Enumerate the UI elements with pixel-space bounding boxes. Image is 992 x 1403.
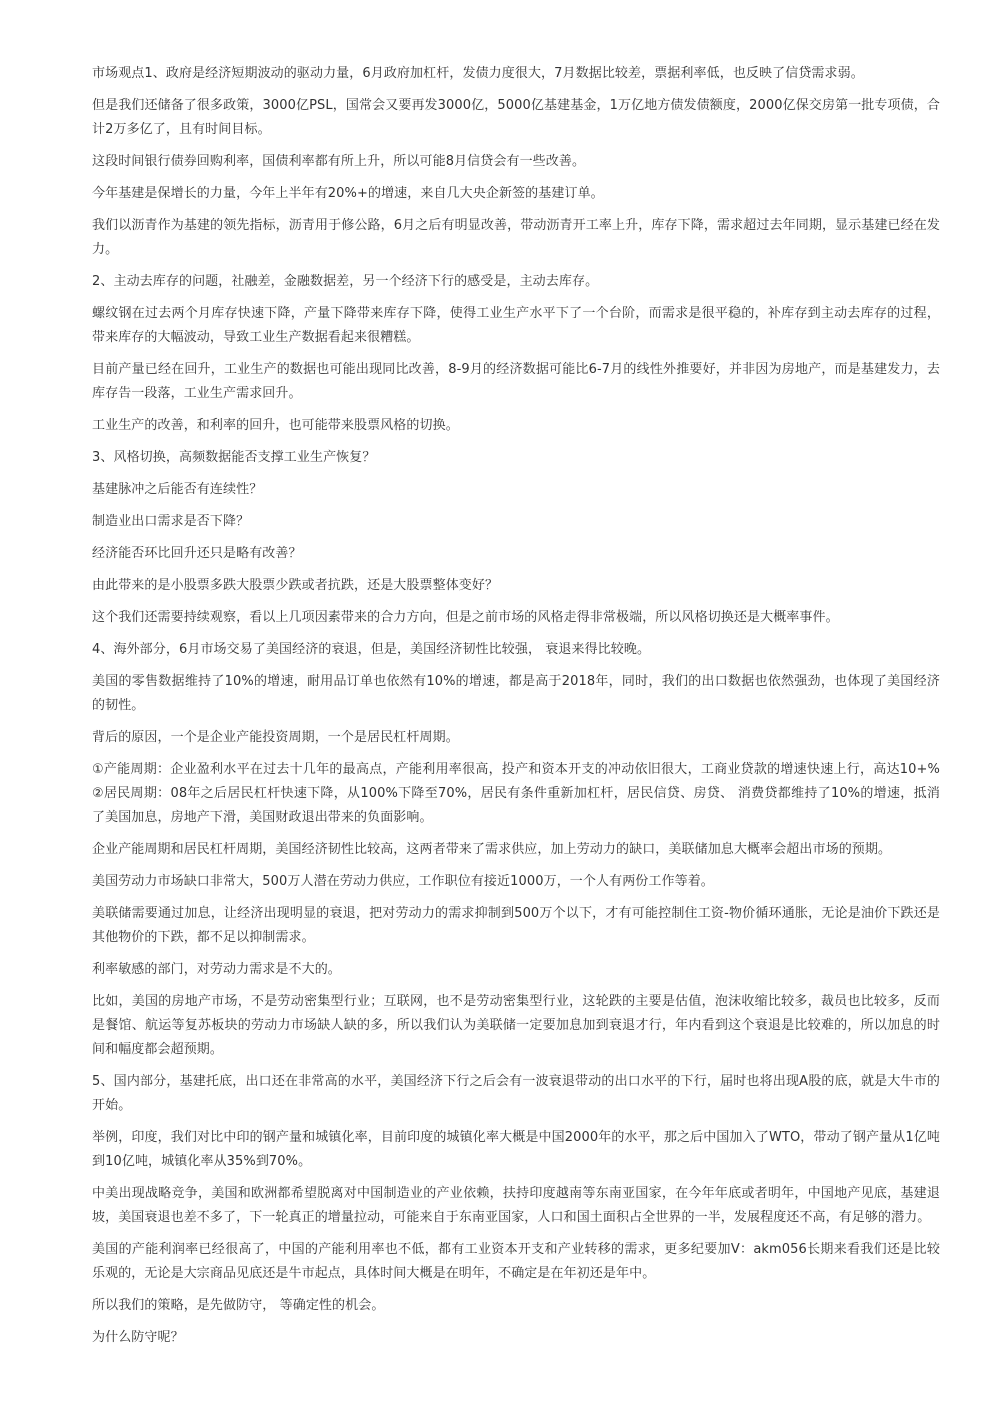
paragraph: 背后的原因，一个是企业产能投资周期，一个是居民杠杆周期。 [92, 730, 459, 745]
paragraph: 美国的产能利润率已经很高了，中国的产能利用率也不低，都有工业资本开支和产业转移的需求，更多纪要加V：akm056长期来看我们还是比较乐观的，无论是大宗商品见底还是牛市起点，具体时间大概是在明年，不确定是在年初还是年中。 [92, 1242, 940, 1281]
paragraph: 5、国内部分，基建托底，出口还在非常高的水平，美国经济下行之后会有一波衰退带动的出口水平的下行，届时也将出现A股的底，就是大牛市的开始。 [92, 1074, 940, 1113]
paragraph: 利率敏感的部门，对劳动力需求是不大的。 [92, 962, 341, 977]
paragraph: 企业产能周期和居民杠杆周期，美国经济韧性比较高，这两者带来了需求供应，加上劳动力的缺口，美联储加息大概率会超出市场的预期。 [92, 842, 892, 857]
paragraph: 螺纹钢在过去两个月库存快速下降，产量下降带来库存下降，使得工业生产水平下了一个台阶，而需求是很平稳的，补库存到主动去库存的过程，带来库存的大幅波动，导致工业生产数据看起来很糟糕。 [92, 306, 940, 345]
paragraph: 今年基建是保增长的力量，今年上半年有20%+的增速，来自几大央企新签的基建订单。 [92, 186, 604, 201]
paragraph: 工业生产的改善，和利率的回升，也可能带来股票风格的切换。 [92, 418, 459, 433]
document-body [92, 62, 940, 1358]
paragraph: 举例，印度，我们对比中印的钢产量和城镇化率，目前印度的城镇化率大概是中国2000年的水平，那之后中国加入了WTO，带动了钢产量从1亿吨到10亿吨，城镇化率从35%到70%。 [92, 1130, 940, 1169]
paragraph: 比如，美国的房地产市场，不是劳动密集型行业；互联网，也不是劳动密集型行业，这轮跌的主要是估值，泡沫收缩比较多，裁员也比较多，反而是餐馆、航运等复苏板块的劳动力市场缺人缺的多，所以我们认为美联储一定要加息加到衰退才行，年内看到这个衰退是比较难的，所以加息的时间和幅度都会超预期。 [92, 994, 940, 1057]
paragraph: 由此带来的是小股票多跌大股票少跌或者抗跌，还是大股票整体变好？ [92, 578, 499, 593]
paragraph: 制造业出口需求是否下降？ [92, 514, 250, 529]
paragraph: 美联储需要通过加息，让经济出现明显的衰退，把对劳动力的需求抑制到500万个以下，才有可能控制住工资-物价循环通胀，无论是油价下跌还是其他物价的下跌，都不足以抑制需求。 [92, 906, 940, 945]
paragraph: 2、主动去库存的问题，社融差，金融数据差，另一个经济下行的感受是，主动去库存。 [92, 274, 599, 289]
paragraph: 这个我们还需要持续观察，看以上几项因素带来的合力方向，但是之前市场的风格走得非常极端，所以风格切换还是大概率事件。 [92, 610, 839, 625]
paragraph: 美国的零售数据维持了10%的增速，耐用品订单也依然有10%的增速，都是高于2018年，同时，我们的出口数据也依然强劲，也体现了美国经济的韧性。 [92, 674, 940, 713]
paragraph: 所以我们的策略，是先做防守， 等确定性的机会。 [92, 1298, 385, 1313]
paragraph: 4、海外部分，6月市场交易了美国经济的衰退，但是，美国经济韧性比较强， 衰退来得比较晚。 [92, 642, 651, 657]
paragraph: 中美出现战略竞争，美国和欧洲都希望脱离对中国制造业的产业依赖，扶持印度越南等东南亚国家，在今年年底或者明年，中国地产见底，基建退坡，美国衰退也差不多了，下一轮真正的增量拉动，可能来自于东南亚国家，人口和国土面积占全世界的一半，发展程度还不高，有足够的潜力。 [92, 1186, 940, 1225]
paragraph: ①产能周期：企业盈利水平在过去十几年的最高点，产能利用率很高，投产和资本开支的冲动依旧很大，工商业贷款的增速快速上行，高达10+%②居民周期：08年之后居民杠杆快速下降，从100%下降至70%，居民有条件重新加杠杆，居民信贷、房贷、 消费贷都维持了10%的增速，抵消了美国加息，房地产下滑，美国财政退出带来的负面影响。 [92, 762, 940, 825]
paragraph: 但是我们还储备了很多政策，3000亿PSL，国常会又要再发3000亿，5000亿基建基金，1万亿地方债发债额度，2000亿保交房第一批专项债，合计2万多亿了，且有时间目标。 [92, 98, 940, 137]
paragraph: 为什么防守呢？ [92, 1330, 184, 1345]
paragraph: 美国劳动力市场缺口非常大，500万人潜在劳动力供应，工作职位有接近1000万，一个人有两份工作等着。 [92, 874, 714, 889]
paragraph: 我们以沥青作为基建的领先指标，沥青用于修公路，6月之后有明显改善，带动沥青开工率上升，库存下降，需求超过去年同期，显示基建已经在发力。 [92, 218, 940, 257]
paragraph: 目前产量已经在回升，工业生产的数据也可能出现同比改善，8-9月的经济数据可能比6-7月的线性外推要好，并非因为房地产，而是基建发力，去库存告一段落，工业生产需求回升。 [92, 362, 940, 401]
paragraph: 市场观点1、政府是经济短期波动的驱动力量，6月政府加杠杆，发债力度很大，7月数据比较差，票据利率低，也反映了信贷需求弱。 [92, 66, 864, 81]
paragraph: 3、风格切换，高频数据能否支撑工业生产恢复？ [92, 450, 376, 465]
paragraph: 基建脉冲之后能否有连续性？ [92, 482, 263, 497]
paragraph: 这段时间银行债券回购利率，国债利率都有所上升，所以可能8月信贷会有一些改善。 [92, 154, 586, 169]
paragraph: 经济能否环比回升还只是略有改善？ [92, 546, 302, 561]
